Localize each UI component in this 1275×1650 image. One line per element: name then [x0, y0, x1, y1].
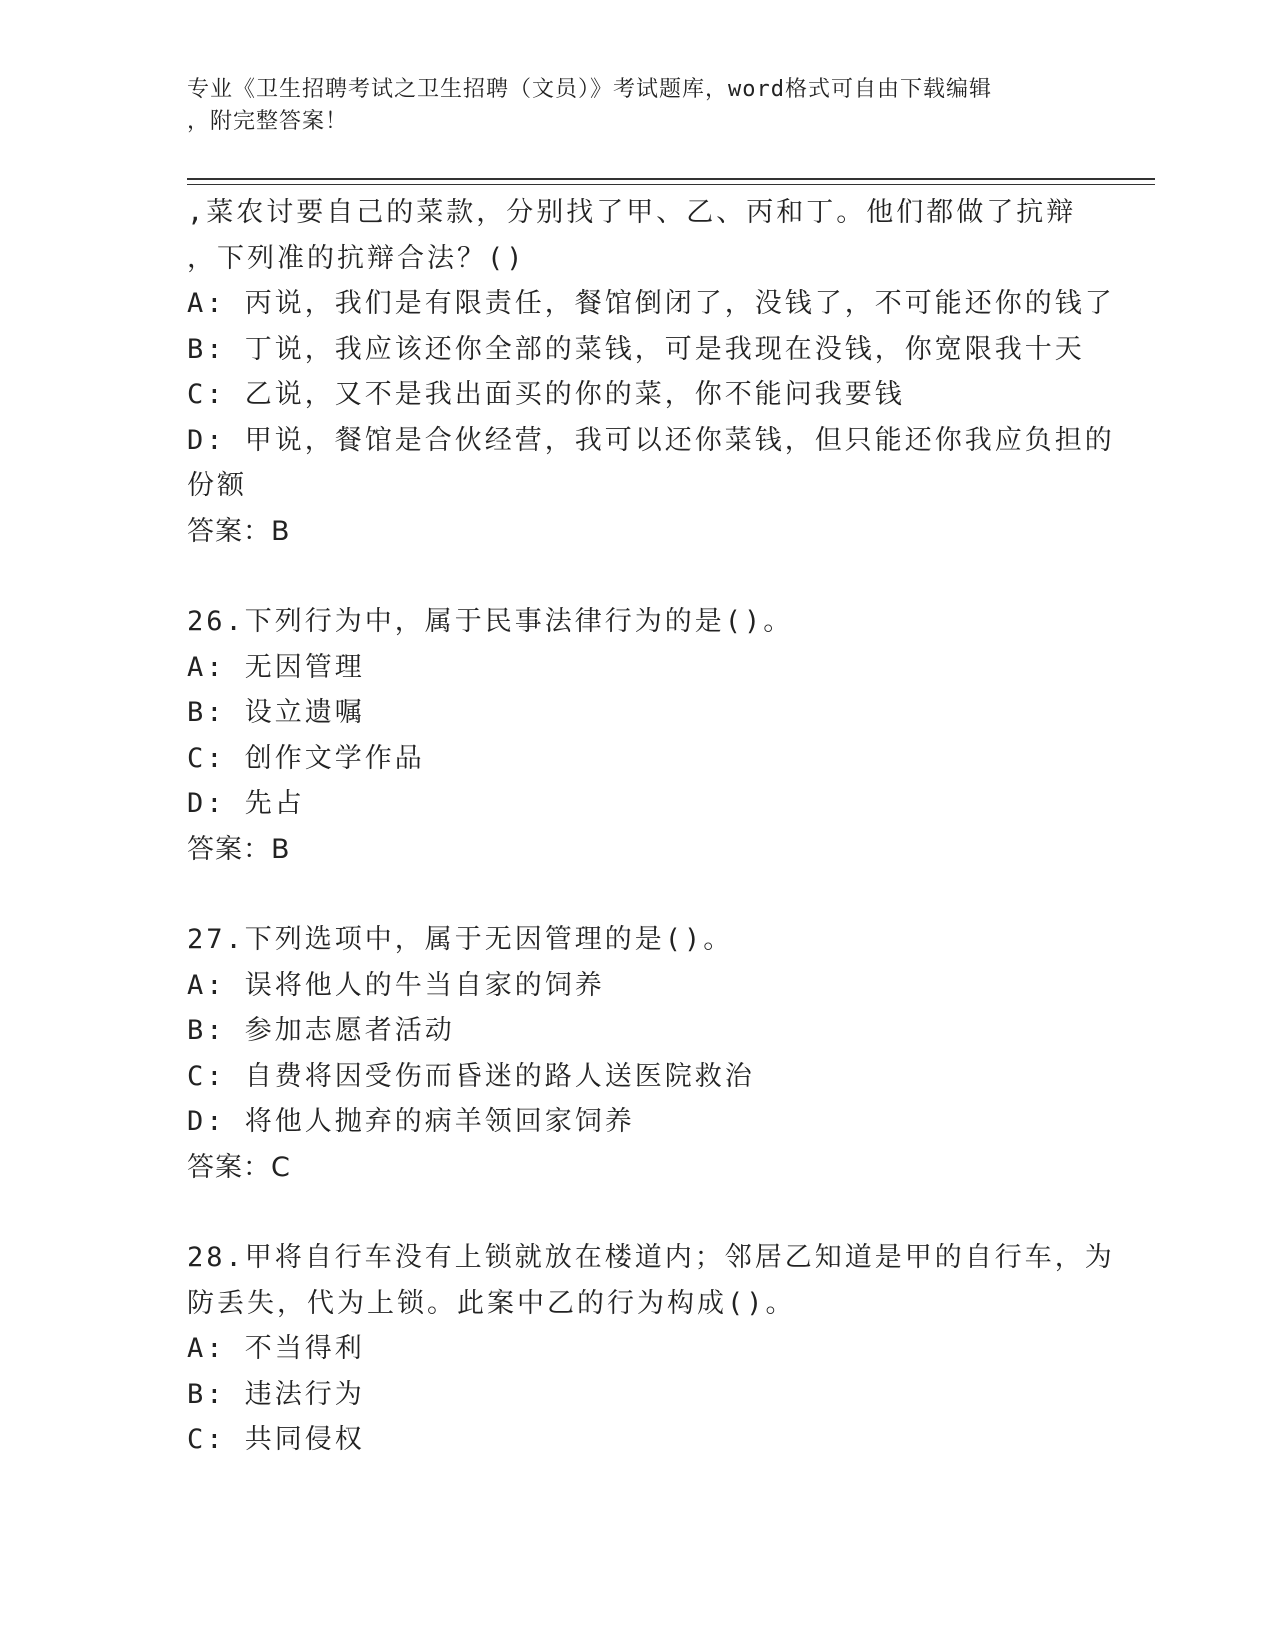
option-line: C: 共同侵权 — [187, 1424, 365, 1455]
question-stem-line: 27.下列选项中，属于无因管理的是()。 — [187, 924, 734, 955]
header-divider-thick — [187, 178, 1155, 180]
question-block — [187, 599, 1087, 872]
question-block — [187, 917, 1087, 1190]
option-line: C: 自费将因受伤而昏迷的路人送医院救治 — [187, 1060, 755, 1092]
option-line: D: 先占 — [187, 788, 305, 819]
answer-line: 答案：B — [187, 833, 291, 865]
option-line: B: 设立遗嘱 — [187, 697, 365, 728]
question-stem-line: 防丢失，代为上锁。此案中乙的行为构成()。 — [187, 1287, 796, 1319]
question-stem-line: 28.甲将自行车没有上锁就放在楼道内；邻居乙知道是甲的自行车，为 — [187, 1242, 1115, 1273]
question-block — [187, 190, 1115, 554]
option-line: B: 参加志愿者活动 — [187, 1015, 455, 1046]
option-line: B: 违法行为 — [187, 1378, 365, 1410]
question-list — [187, 190, 1115, 1463]
question-block — [187, 1235, 1115, 1463]
option-line: D: 甲说，餐馆是合伙经营，我可以还你菜钱，但只能还你我应负担的 — [187, 424, 1115, 456]
question-stem-line: ,菜农讨要自己的菜款，分别找了甲、乙、丙和丁。他们都做了抗辩 — [187, 197, 1077, 228]
question-stem-line: ，下列准的抗辩合法？() — [187, 242, 526, 274]
option-line: C: 乙说，又不是我出面买的你的菜，你不能问我要钱 — [187, 379, 905, 410]
header-line-1: 专业《卫生招聘考试之卫生招聘（文员）》考试题库，word格式可自由下载编辑 — [187, 77, 992, 102]
option-line: A: 误将他人的牛当自家的饲养 — [187, 969, 605, 1001]
option-line: B: 丁说，我应该还你全部的菜钱，可是我现在没钱，你宽限我十天 — [187, 333, 1085, 365]
header-line-2: ，附完整答案！ — [187, 109, 349, 134]
option-line: A: 不当得利 — [187, 1333, 365, 1364]
answer-line: 答案：B — [187, 515, 291, 547]
option-line: A: 丙说，我们是有限责任，餐馆倒闭了，没钱了，不可能还你的钱了 — [187, 288, 1115, 319]
question-stem-line: 26.下列行为中，属于民事法律行为的是()。 — [187, 606, 794, 637]
answer-line: 答案：C — [187, 1151, 291, 1183]
option-line: D: 将他人抛弃的病羊领回家饲养 — [187, 1106, 635, 1137]
document-header — [187, 74, 1067, 138]
option-line: 份额 — [187, 470, 247, 501]
option-line: A: 无因管理 — [187, 651, 365, 683]
header-divider-thin — [187, 184, 1155, 185]
option-line: C: 创作文学作品 — [187, 742, 425, 774]
